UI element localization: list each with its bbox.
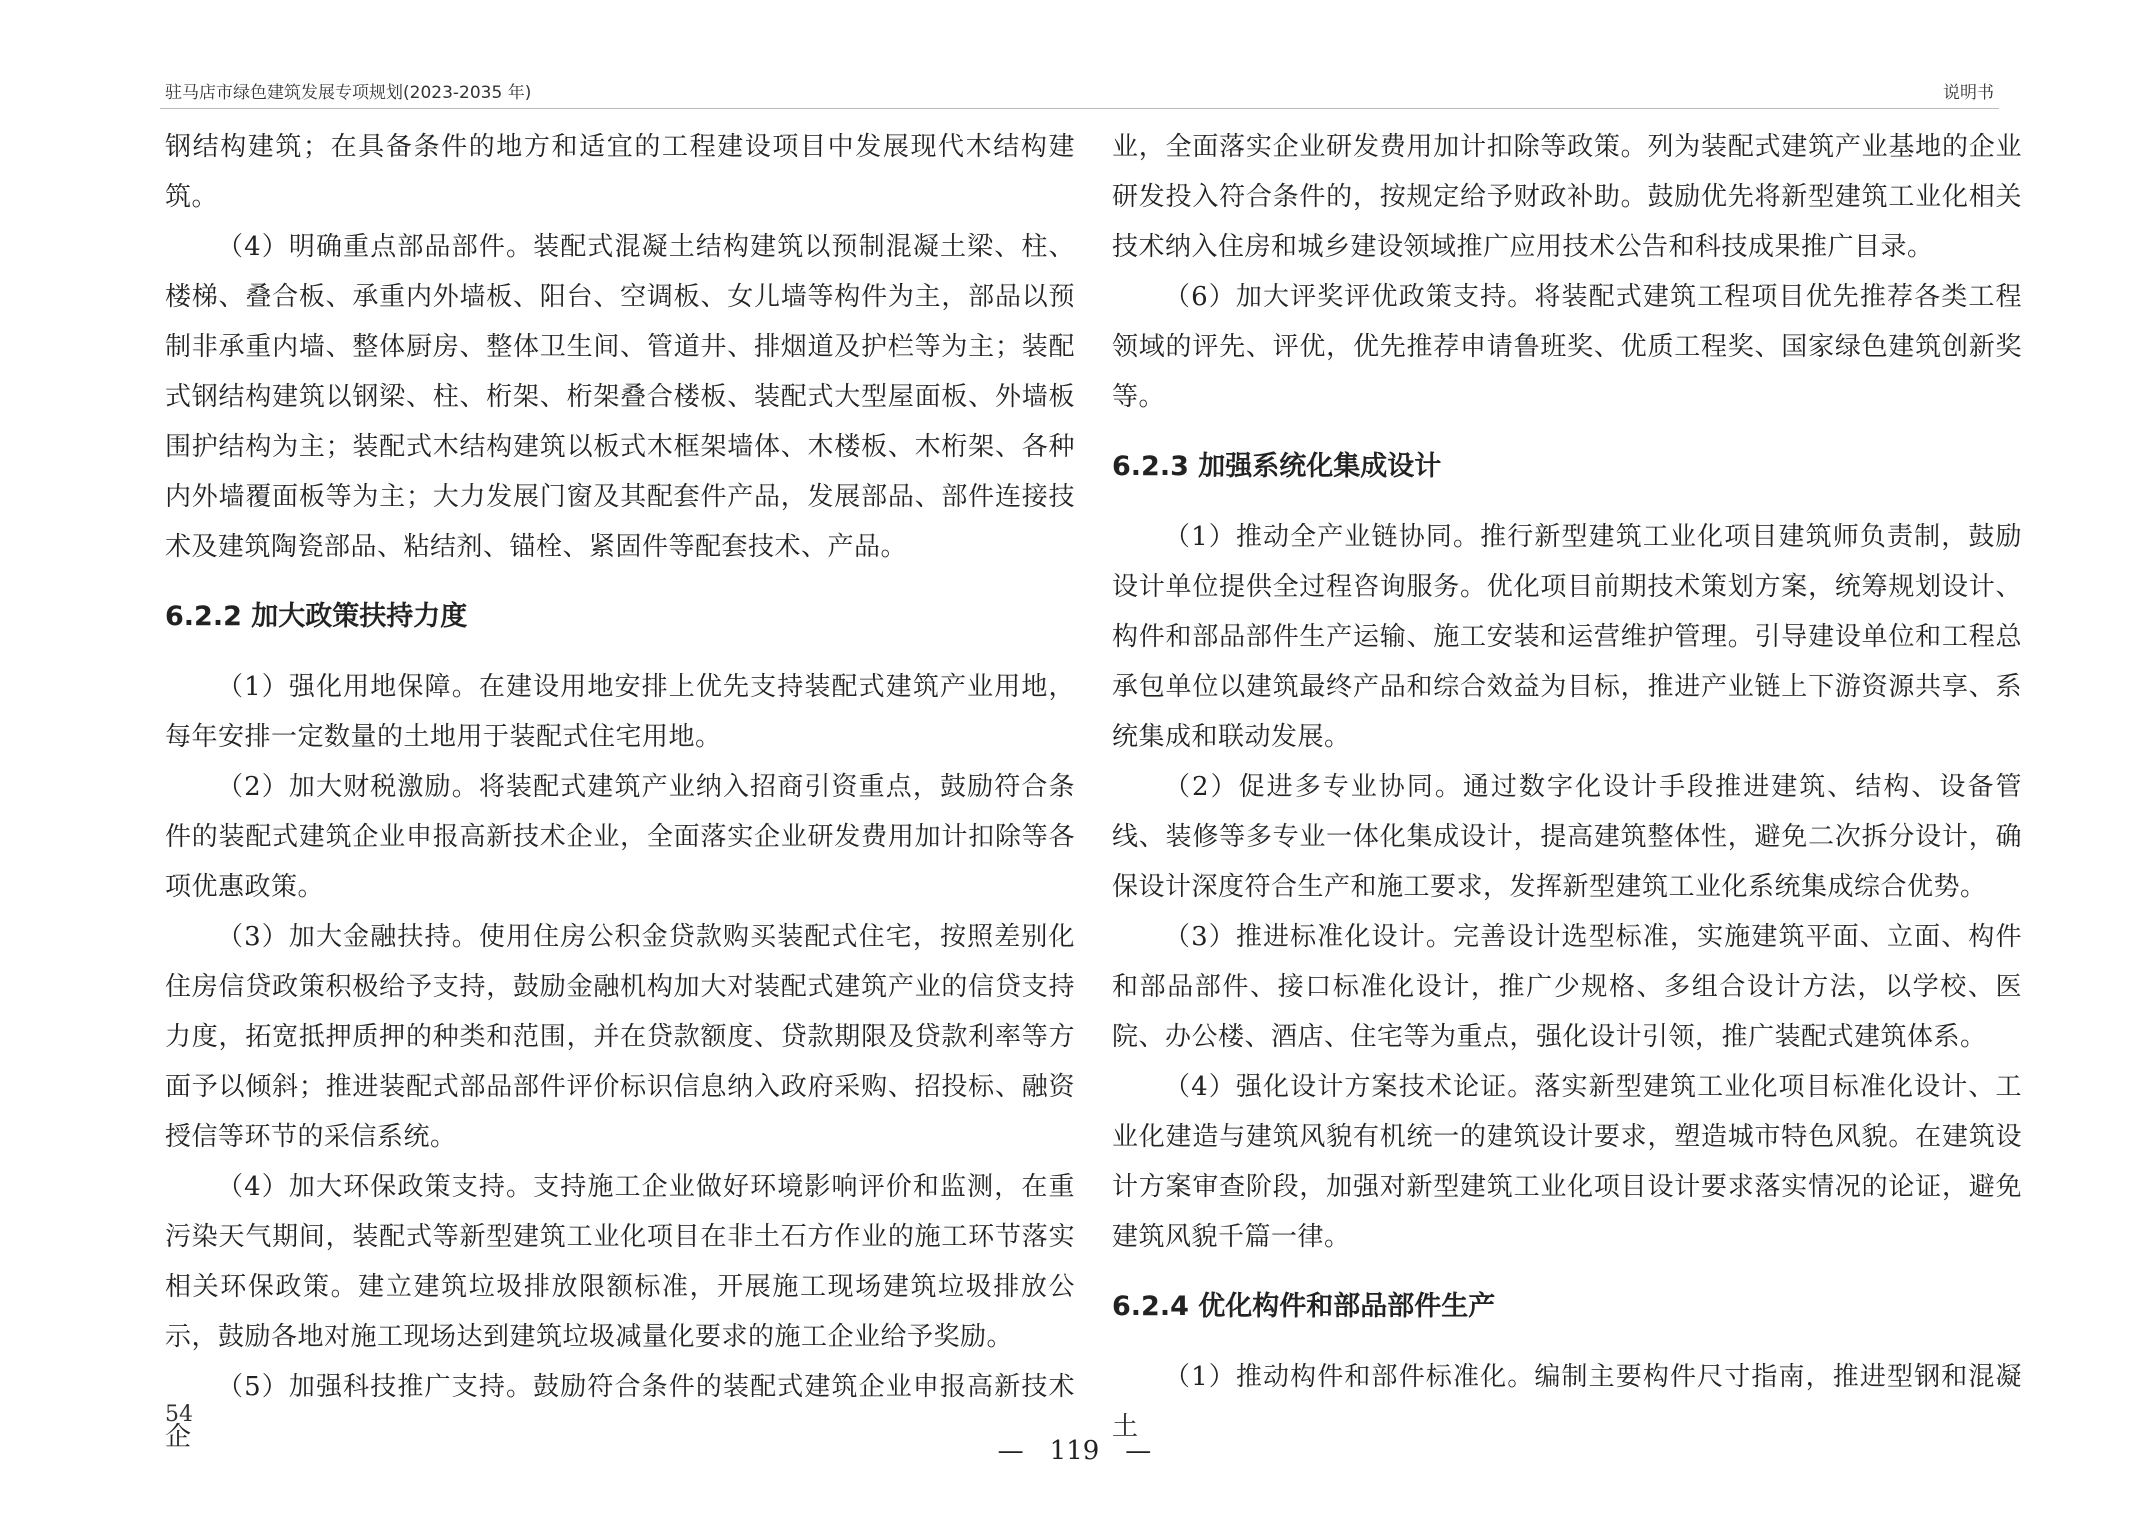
paragraph: （6）加大评奖评优政策支持。将装配式建筑工程项目优先推荐各类工程领域的评先、评优，优先推荐申请鲁班奖、优质工程奖、国家绿色建筑创新奖等。 bbox=[1112, 282, 2022, 412]
document-section-label: 说明书 bbox=[1943, 83, 1994, 103]
paragraph: （3）加大金融扶持。使用住房公积金贷款购买装配式住宅，按照差别化住房信贷政策积极给予支持，鼓励金融机构加大对装配式建筑产业的信贷支持力度，拓宽抵押质押的种类和范围，并在贷款额度、贷款期限及贷款利率等方面予以倾斜；推进装配式部品部件评价标识信息纳入政府采购、招投标、融资授信等环节的采信系统。 bbox=[165, 922, 1075, 1152]
paragraph: 钢结构建筑；在具备条件的地方和适宜的工程建设项目中发展现代木结构建筑。 bbox=[165, 132, 1075, 212]
header-divider bbox=[160, 108, 1999, 109]
paragraph: （4）加大环保政策支持。支持施工企业做好环境影响评价和监测，在重污染天气期间，装配式等新型建筑工业化项目在非土石方作业的施工环节落实相关环保政策。建立建筑垃圾排放限额标准，开展施工现场建筑垃圾排放公示，鼓励各地对施工现场达到建筑垃圾减量化要求的施工企业给予奖励。 bbox=[165, 1172, 1075, 1352]
inner-page-number: 54 bbox=[165, 1402, 193, 1427]
paragraph: （1）推动构件和部件标准化。编制主要构件尺寸指南，推进型钢和混凝土 bbox=[1112, 1362, 2022, 1442]
paragraph: （5）加强科技推广支持。鼓励符合条件的装配式建筑企业申报高新技术企 bbox=[165, 1372, 1075, 1452]
paragraph: （1）推动全产业链协同。推行新型建筑工业化项目建筑师负责制，鼓励设计单位提供全过程咨询服务。优化项目前期技术策划方案，统筹规划设计、构件和部品部件生产运输、施工安装和运营维护管理。引导建设单位和工程总承包单位以建筑最终产品和综合效益为目标，推进产业链上下游资源共享、系统集成和联动发展。 bbox=[1112, 522, 2022, 752]
paragraph: （2）促进多专业协同。通过数字化设计手段推进建筑、结构、设备管线、装修等多专业一体化集成设计，提高建筑整体性，避免二次拆分设计，确保设计深度符合生产和施工要求，发挥新型建筑工业化系统集成综合优势。 bbox=[1112, 772, 2022, 902]
paragraph: （4）强化设计方案技术论证。落实新型建筑工业化项目标准化设计、工业化建造与建筑风貌有机统一的建筑设计要求，塑造城市特色风貌。在建筑设计方案审查阶段，加强对新型建筑工业化项目设计要求落实情况的论证，避免建筑风貌千篇一律。 bbox=[1112, 1072, 2022, 1252]
document-title: 驻马店市绿色建筑发展专项规划(2023-2035 年) bbox=[165, 83, 532, 103]
right-column bbox=[1112, 122, 2022, 1452]
paragraph: （3）推进标准化设计。完善设计选型标准，实施建筑平面、立面、构件和部品部件、接口标准化设计，推广少规格、多组合设计方法，以学校、医院、办公楼、酒店、住宅等为重点，强化设计引领，推广装配式建筑体系。 bbox=[1112, 922, 2022, 1052]
page-number: — 119 — bbox=[997, 1436, 1152, 1466]
paragraph: （1）强化用地保障。在建设用地安排上优先支持装配式建筑产业用地，每年安排一定数量的土地用于装配式住宅用地。 bbox=[165, 672, 1075, 752]
left-column bbox=[165, 122, 1075, 1462]
paragraph: （2）加大财税激励。将装配式建筑产业纳入招商引资重点，鼓励符合条件的装配式建筑企业申报高新技术企业，全面落实企业研发费用加计扣除等各项优惠政策。 bbox=[165, 772, 1075, 902]
section-heading: 6.2.3 加强系统化集成设计 bbox=[1112, 451, 1442, 482]
section-heading: 6.2.2 加大政策扶持力度 bbox=[165, 601, 468, 632]
paragraph: （4）明确重点部品部件。装配式混凝土结构建筑以预制混凝土梁、柱、楼梯、叠合板、承重内外墙板、阳台、空调板、女儿墙等构件为主，部品以预制非承重内墙、整体厨房、整体卫生间、管道井、排烟道及护栏等为主；装配式钢结构建筑以钢梁、柱、桁架、桁架叠合楼板、装配式大型屋面板、外墙板围护结构为主；装配式木结构建筑以板式木框架墙体、木楼板、木桁架、各种内外墙覆面板等为主；大力发展门窗及其配套件产品，发展部品、部件连接技术及建筑陶瓷部品、粘结剂、锚栓、紧固件等配套技术、产品。 bbox=[165, 232, 1075, 562]
paragraph: 业，全面落实企业研发费用加计扣除等政策。列为装配式建筑产业基地的企业研发投入符合条件的，按规定给予财政补助。鼓励优先将新型建筑工业化相关技术纳入住房和城乡建设领域推广应用技术公告和科技成果推广目录。 bbox=[1112, 132, 2022, 262]
section-heading: 6.2.4 优化构件和部品部件生产 bbox=[1112, 1291, 1496, 1322]
